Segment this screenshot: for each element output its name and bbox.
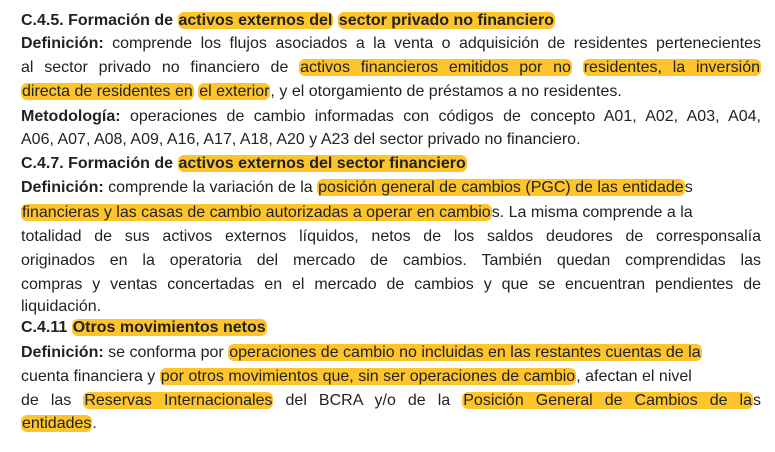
heading-c45 [21, 10, 761, 31]
c45-definition-text-1: comprende los flujos asociados a la venta o adquisición de residentes pertenecientes [112, 35, 761, 52]
c47-definition-line-3 [21, 226, 761, 247]
c45-definition-line-3 [21, 81, 761, 102]
c411-highlight-operaciones: operaciones de cambio no incluidas en las restantes cuentas de la [229, 344, 701, 361]
c411-highlight-otros-movimientos: por otros movimientos que, sin ser operaciones de cambio [160, 368, 576, 385]
c411-highlight-reservas: Reservas Internacionales [84, 392, 273, 409]
c47-highlight-pgc: posición general de cambios (PGC) de las entidade [318, 179, 684, 196]
c411-definition-line-2 [21, 366, 761, 387]
c411-definition-text-1: se conforma por [108, 344, 224, 361]
heading-c47 [21, 153, 761, 174]
c411-highlight-entidades: entidades [22, 415, 92, 432]
c45-highlight-activos-financieros: activos financieros emitidos por no [300, 59, 571, 76]
c411-definition-label: Definición: [21, 344, 104, 361]
c45-methodology-line-2 [21, 129, 761, 150]
c45-methodology-text-1: operaciones de cambio informadas con códigos de concepto A01, A02, A03, A04, [129, 108, 761, 125]
c45-definition-line-1 [21, 33, 761, 54]
c45-highlight-exterior: el exterior [199, 83, 270, 100]
c47-definition-line-2 [21, 202, 761, 223]
heading-c45-highlight-1: activos externos del [178, 12, 333, 29]
c45-definition-label: Definición: [21, 35, 104, 52]
c411-definition-line-3 [21, 390, 761, 411]
c47-definition-line-1 [21, 177, 761, 198]
c47-definition-tail-1: s [684, 179, 693, 196]
heading-c47-code: C.4.7. Formación de [21, 155, 174, 172]
c411-definition-text-4: . [92, 415, 97, 432]
c47-definition-line-5 [21, 274, 761, 295]
heading-c411 [21, 317, 761, 338]
c411-highlight-posicion-general: Posición General de Cambios de la [463, 392, 753, 409]
c45-methodology-line-1 [21, 106, 761, 127]
heading-c45-highlight-2: sector privado no financiero [338, 12, 554, 29]
c47-definition-line-4 [21, 250, 761, 271]
c411-definition-text-3a: de las [21, 392, 72, 409]
c47-definition-text-4: originados en la operatoria del mercado de cambios. También quedan comprendidas las [21, 252, 761, 269]
c411-definition-text-3b: del BCRA y/o de la [285, 392, 451, 409]
heading-c45-code: C.4.5. Formación de [21, 12, 174, 29]
c45-definition-text-3: , y el otorgamiento de préstamos a no residentes. [270, 83, 622, 100]
c47-definition-line-6 [21, 296, 761, 317]
c47-definition-label: Definición: [21, 179, 104, 196]
c45-definition-line-2 [21, 57, 761, 78]
c411-definition-text-2a: cuenta financiera y [21, 368, 156, 385]
heading-c411-code: C.4.11 [21, 319, 68, 336]
c47-definition-text-6: liquidación. [21, 298, 102, 315]
c411-definition-line-4 [21, 413, 761, 434]
c47-definition-text-5: compras y ventas concertadas en el mercado de cambios y que se encuentran pendientes de [21, 276, 761, 293]
c45-methodology-label: Metodología: [21, 108, 121, 125]
heading-c47-highlight: activos externos del sector financiero [178, 155, 466, 172]
c411-definition-line-1 [21, 342, 761, 363]
c47-definition-text-2: s. La misma comprende a la [491, 204, 693, 221]
c411-definition-tail-3: s [753, 392, 762, 409]
heading-c411-highlight: Otros movimientos netos [72, 319, 266, 336]
c45-highlight-residentes: residentes, la inversión [583, 59, 761, 76]
c411-definition-text-2b: , afectan el nivel [576, 368, 692, 385]
c45-highlight-directa: directa de residentes en [22, 83, 193, 100]
c47-definition-text-1: comprende la variación de la [108, 179, 313, 196]
c45-definition-text-2: al sector privado no financiero de [21, 59, 289, 76]
c45-methodology-text-2: A06, A07, A08, A09, A16, A17, A18, A20 y A23 del sector privado no financiero. [21, 131, 581, 148]
c47-definition-text-3: totalidad de sus activos externos líquidos, netos de los saldos deudores de corresponsalía [21, 228, 761, 245]
c47-highlight-financieras: financieras y las casas de cambio autorizadas a operar en cambio [22, 204, 491, 221]
